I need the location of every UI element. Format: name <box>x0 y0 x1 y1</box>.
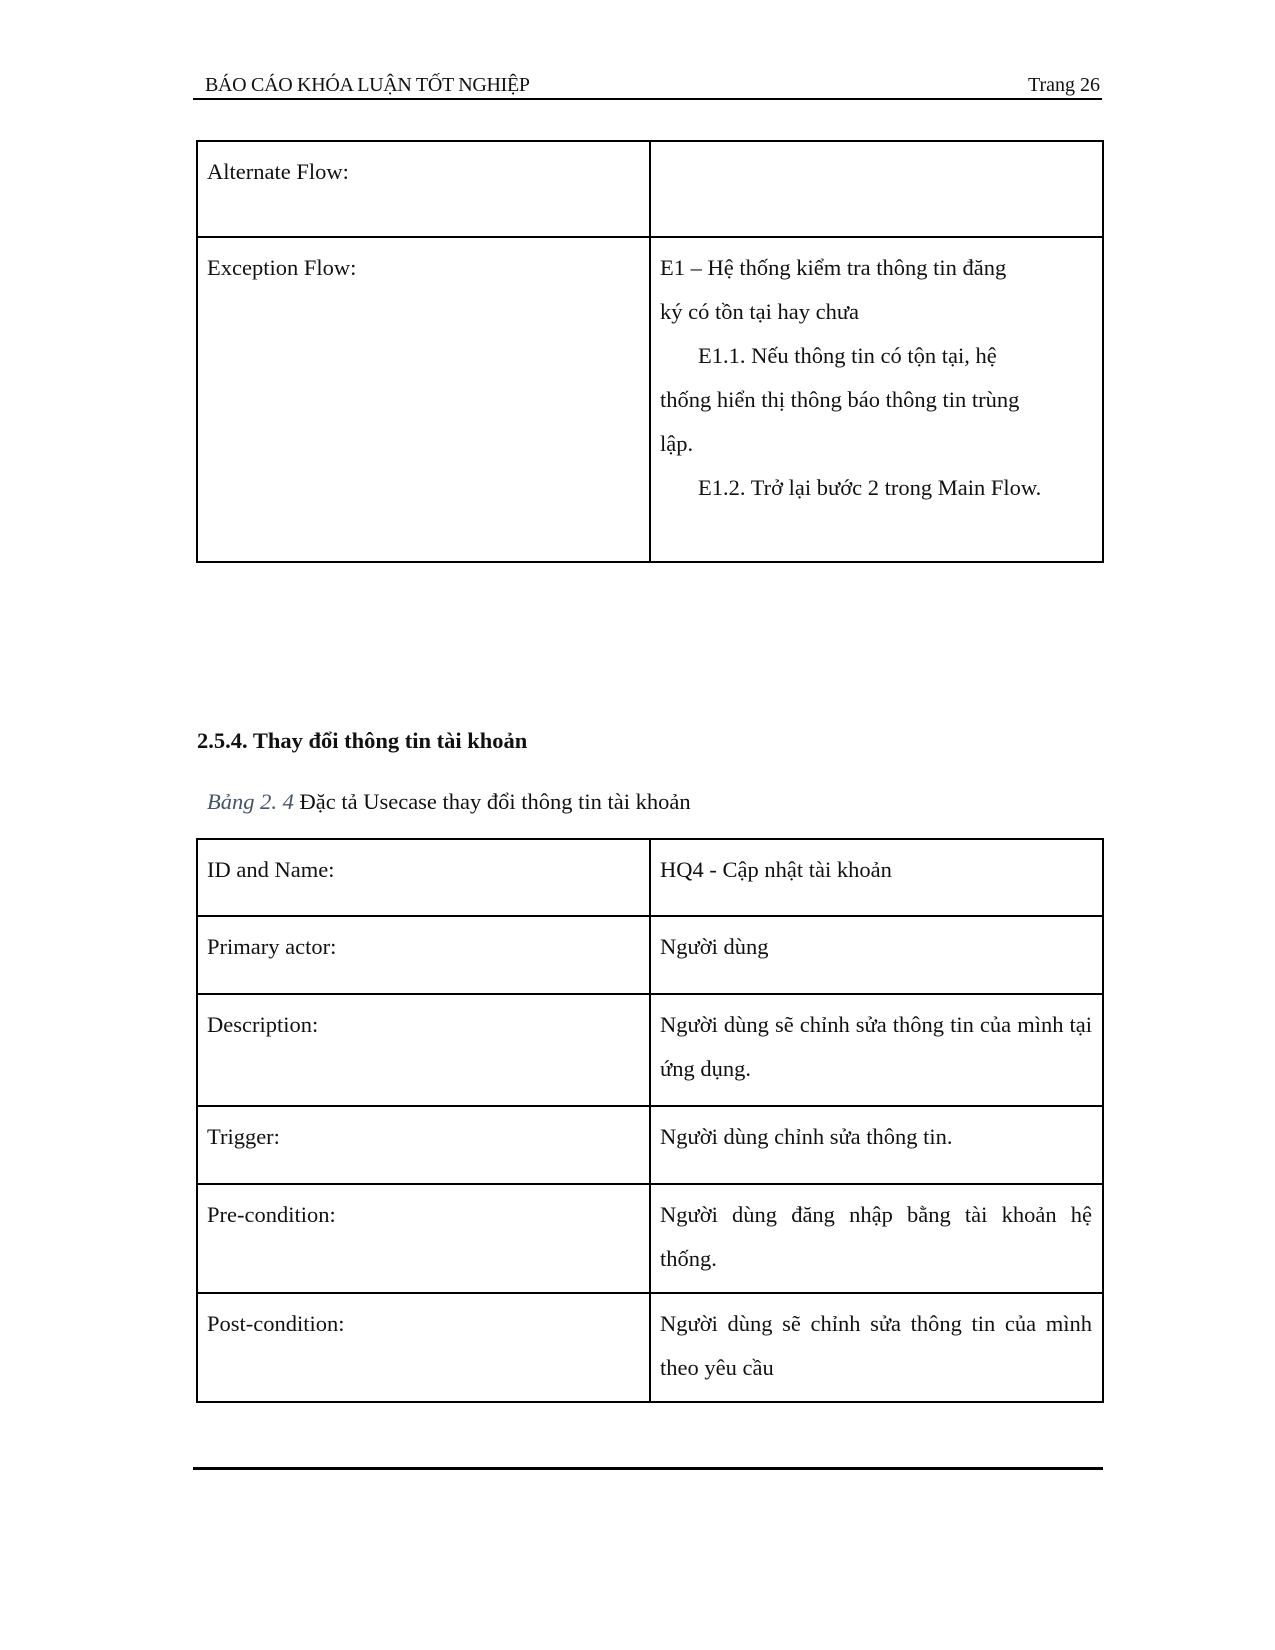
row-label: Post-condition: <box>197 1293 650 1402</box>
table-row <box>197 141 1103 237</box>
row-label: Trigger: <box>197 1106 650 1184</box>
table-row <box>197 839 1103 916</box>
table-row <box>197 237 1103 562</box>
table-caption <box>207 789 691 815</box>
exception-flow-table <box>196 140 1104 563</box>
page-header <box>193 72 1102 100</box>
exception-line: ký có tồn tại hay chưa <box>660 299 860 324</box>
exception-line: E1.2. Trở lại bước 2 trong Main Flow. <box>698 475 1042 500</box>
row-label: Primary actor: <box>197 916 650 994</box>
row-value <box>650 237 1103 562</box>
row-value: Người dùng đăng nhập bằng tài khoản hệ thống. <box>650 1184 1103 1293</box>
footer-divider <box>193 1467 1103 1470</box>
table-row <box>197 1106 1103 1184</box>
section-title: 2.5.4. Thay đổi thông tin tài khoản <box>197 728 528 753</box>
row-value: HQ4 - Cập nhật tài khoản <box>650 839 1103 916</box>
row-label: ID and Name: <box>197 839 650 916</box>
row-value: Người dùng sẽ chỉnh sửa thông tin của mình tại ứng dụng. <box>650 994 1103 1106</box>
row-label: Pre-condition: <box>197 1184 650 1293</box>
row-value: Người dùng <box>650 916 1103 994</box>
exception-line: E1 – Hệ thống kiểm tra thông tin đăng <box>660 255 1007 280</box>
row-label: Description: <box>197 994 650 1106</box>
row-value <box>650 141 1103 237</box>
caption-text: Đặc tả Usecase thay đổi thông tin tài khoản <box>293 789 691 814</box>
usecase-table <box>196 838 1104 1403</box>
row-value: Người dùng sẽ chỉnh sửa thông tin của mình theo yêu cầu <box>650 1293 1103 1402</box>
exception-line: E1.1. Nếu thông tin có tộn tại, hệ <box>698 343 997 368</box>
caption-label: Bảng 2. 4 <box>207 789 294 814</box>
table-row <box>197 994 1103 1106</box>
page-number: Trang 26 <box>1027 74 1100 96</box>
exception-line: thống hiển thị thông báo thông tin trùng <box>660 387 1020 412</box>
exception-line: lập. <box>660 431 694 456</box>
row-label: Alternate Flow: <box>197 141 650 237</box>
table-row <box>197 1184 1103 1293</box>
report-title: BÁO CÁO KHÓA LUẬN TỐT NGHIỆP <box>205 74 530 96</box>
row-value: Người dùng chỉnh sửa thông tin. <box>650 1106 1103 1184</box>
row-label: Exception Flow: <box>197 237 650 562</box>
table-row <box>197 1293 1103 1402</box>
table-row <box>197 916 1103 994</box>
